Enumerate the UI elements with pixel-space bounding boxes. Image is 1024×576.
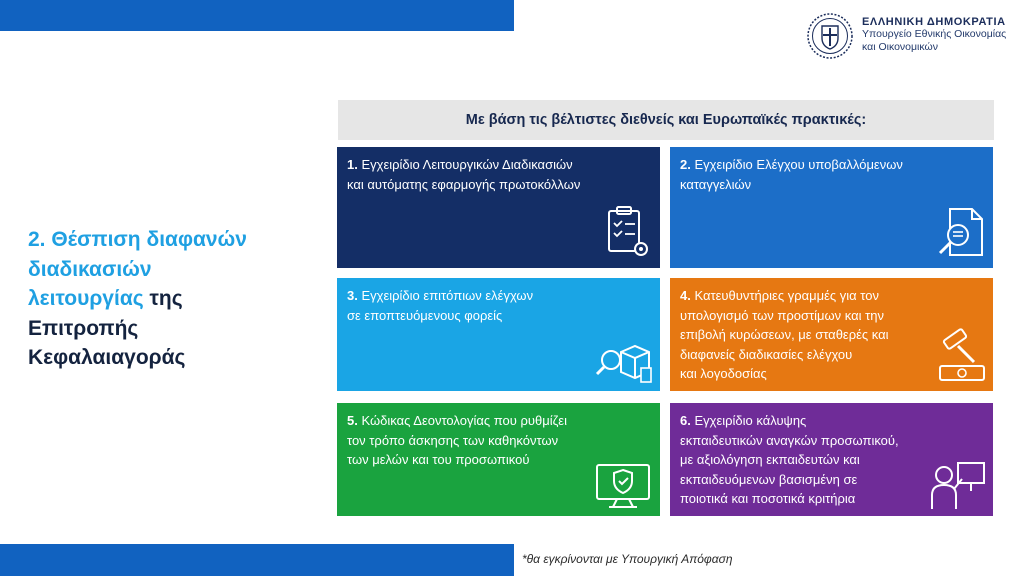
card-text (347, 155, 650, 194)
card-line: και λογοδοσίας (680, 366, 767, 381)
card-line: Εγχειρίδιο κάλυψης (694, 413, 807, 428)
card-number: 1. (347, 157, 358, 172)
card-number: 3. (347, 288, 358, 303)
card-number: 6. (680, 413, 691, 428)
section-title-line3 (28, 284, 318, 314)
section-title-line2: διαδικασιών (28, 257, 152, 281)
card-line: των μελών και του προσωπικού (347, 452, 530, 467)
card-line: εκπαιδευτικών αναγκών προσωπικού, (680, 432, 899, 448)
card-complaints-manual (670, 147, 993, 268)
card-line: διαφανείς διαδικασίες ελέγχου (680, 346, 853, 362)
ministry-header (806, 12, 1006, 60)
card-number: 2. (680, 157, 691, 172)
card-line: Εγχειρίδιο Ελέγχου υποβαλλόμενων (694, 157, 903, 172)
card-text (347, 286, 650, 325)
greek-emblem-icon (806, 12, 854, 60)
section-title-line1: 2. Θέσπιση διαφανών (28, 228, 247, 251)
box-inspect-icon (595, 338, 655, 388)
card-line: τον τρόπο άσκησης των καθηκόντων (347, 432, 559, 448)
card-text (680, 155, 983, 194)
section-title (28, 225, 318, 373)
card-code-of-conduct (337, 403, 660, 516)
card-line: Κατευθυντήριες γραμμές για τον (694, 288, 879, 303)
card-number: 5. (347, 413, 358, 428)
gavel-money-icon (936, 328, 988, 384)
card-line: ποιοτικά και ποσοτικά κριτήρια (680, 491, 856, 506)
clipboard-gear-icon (605, 205, 653, 259)
bottom-accent-bar (0, 544, 514, 576)
presenter-board-icon (928, 459, 988, 513)
card-line: σε εποπτευόμενους φορείς (347, 307, 503, 323)
card-line: επιβολή κυρώσεων, με σταθερές και (680, 327, 889, 342)
card-number: 4. (680, 288, 691, 303)
section-title-line4: Επιτροπής (28, 316, 139, 340)
card-training-needs-manual (670, 403, 993, 516)
section-title-line3-rest: της (143, 287, 183, 310)
practices-banner: Με βάση τις βέλτιστες διεθνείς και Ευρωπαϊκές πρακτικές: (338, 100, 994, 140)
card-line: Εγχειρίδιο Λειτουργικών Διαδικασιών (361, 157, 573, 172)
card-line: καταγγελιών (680, 176, 752, 192)
card-fines-guidelines (670, 278, 993, 391)
footnote: *θα εγκρίνονται με Υπουργική Απόφαση (522, 552, 733, 566)
card-onsite-inspections-manual (337, 278, 660, 391)
card-line: Εγχειρίδιο επιτόπιων ελέγχων (361, 288, 534, 303)
card-line: Κώδικας Δεοντολογίας που ρυθμίζει (361, 413, 567, 428)
card-line: εκπαιδευόμενων βασισμένη σε (680, 471, 858, 487)
ministry-name-line1: Υπουργείο Εθνικής Οικονομίας (862, 28, 1007, 40)
section-title-line5: Κεφαλαιαγοράς (28, 346, 186, 369)
card-line: υπολογισμό των προστίμων και την (680, 307, 884, 323)
ministry-name-line2: και Οικονομικών (862, 41, 938, 53)
org-name: ΕΛΛΗΝΙΚΗ ΔΗΜΟΚΡΑΤΙΑ (862, 16, 1006, 28)
document-search-icon (936, 205, 986, 261)
section-title-line3-accent: λειτουργίας (28, 287, 144, 310)
card-operating-procedures-manual (337, 147, 660, 268)
card-line: και αυτόματης εφαρμογής πρωτοκόλλων (347, 176, 581, 192)
card-line: με αξιολόγηση εκπαιδευτών και (680, 452, 860, 467)
shield-monitor-icon (593, 461, 653, 511)
top-accent-bar (0, 0, 514, 31)
